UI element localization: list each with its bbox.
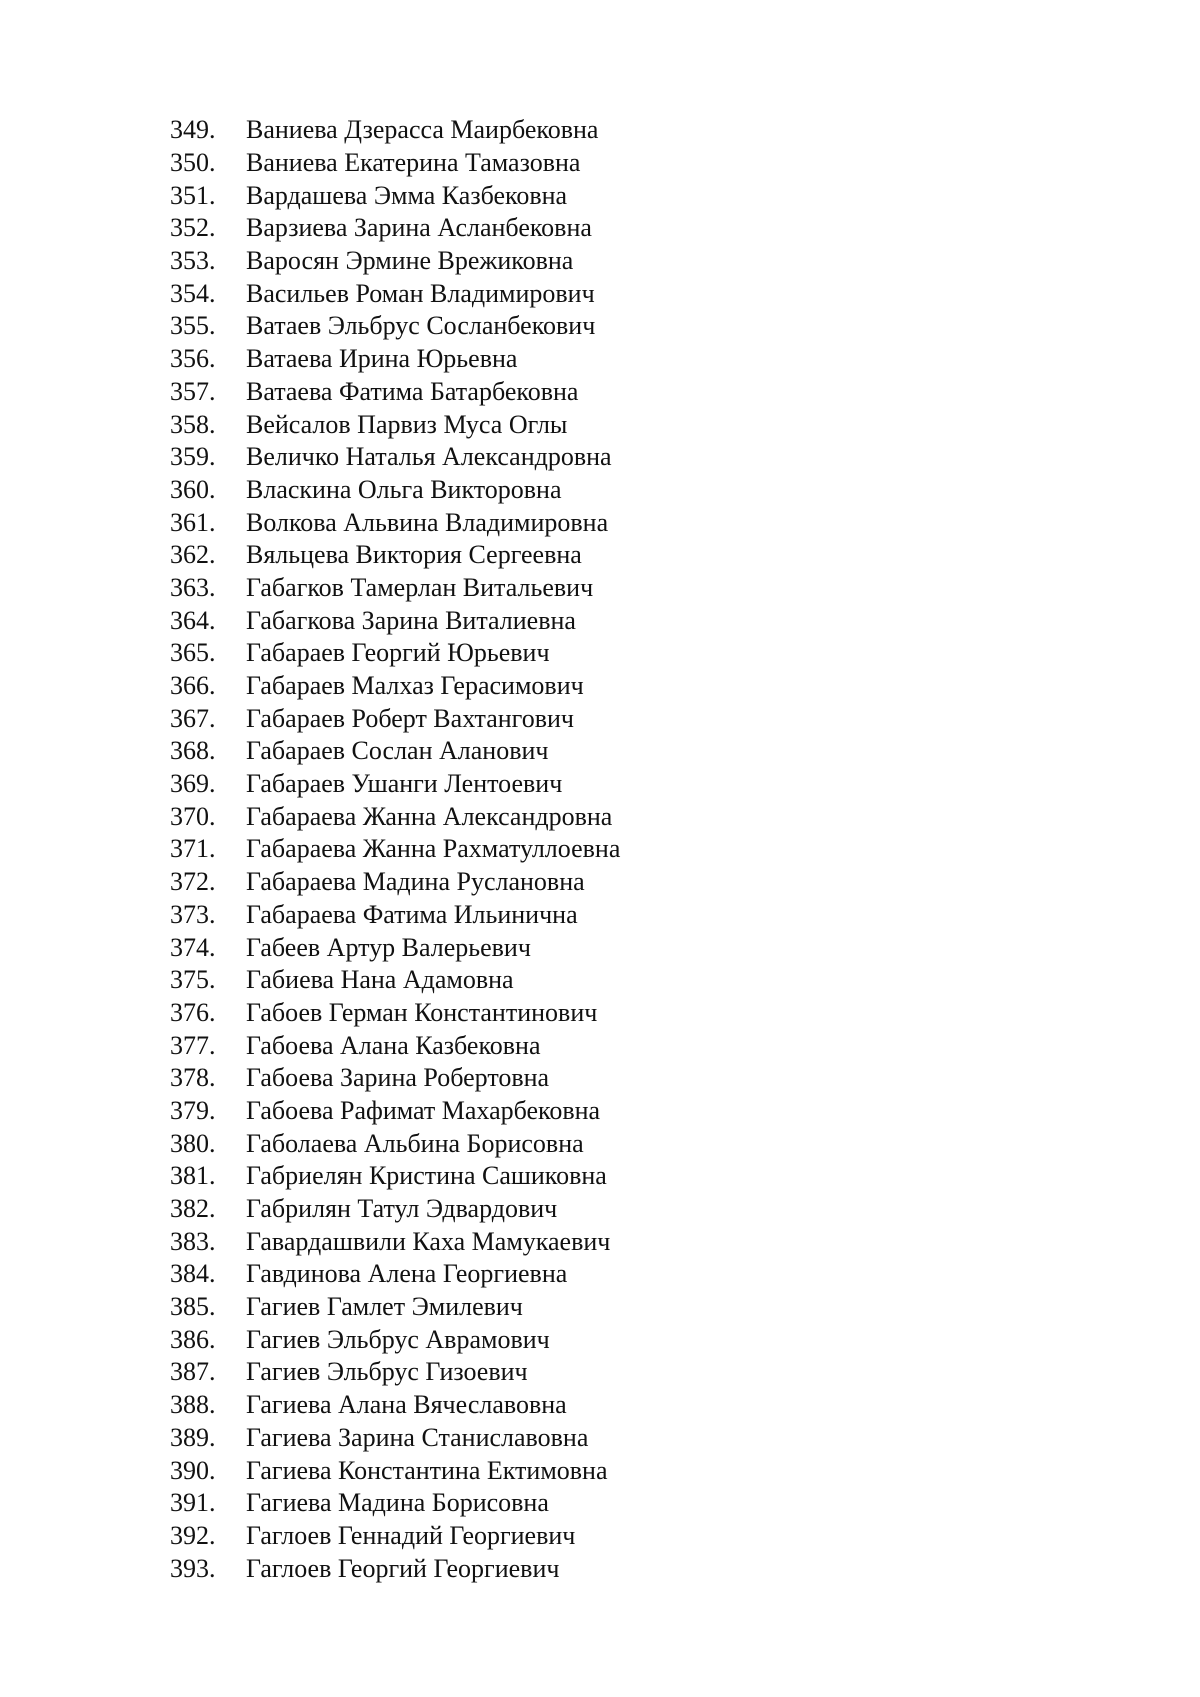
list-item — [170, 1127, 620, 1160]
item-number: 366. — [170, 671, 216, 701]
list-item — [170, 833, 620, 866]
item-number: 377. — [170, 1030, 216, 1060]
person-full-name: Вардашева Эмма Казбековна — [246, 180, 568, 210]
list-item — [170, 1291, 620, 1324]
item-number: 373. — [170, 899, 216, 929]
item-number: 371. — [170, 834, 216, 864]
list-item — [170, 964, 620, 997]
person-full-name: Гаглоев Геннадий Георгиевич — [246, 1520, 576, 1550]
person-full-name: Гагиев Эльбрус Гизоевич — [246, 1357, 528, 1387]
list-item — [170, 1225, 620, 1258]
list-item — [170, 1422, 620, 1455]
person-full-name: Гагиева Зарина Станиславовна — [246, 1422, 589, 1452]
person-full-name: Власкина Ольга Викторовна — [246, 474, 562, 504]
list-item — [170, 866, 620, 899]
list-item — [170, 1552, 620, 1585]
person-full-name: Гагиев Эльбрус Аврамович — [246, 1324, 550, 1354]
person-full-name: Габриелян Кристина Сашиковна — [246, 1161, 607, 1191]
item-number: 360. — [170, 474, 216, 504]
list-item — [170, 1487, 620, 1520]
person-full-name: Габолаева Альбина Борисовна — [246, 1128, 584, 1158]
person-full-name: Гавардашвили Каха Мамукаевич — [246, 1226, 611, 1256]
list-item — [170, 343, 620, 376]
list-item — [170, 310, 620, 343]
person-full-name: Гавдинова Алена Георгиевна — [246, 1259, 568, 1289]
list-item — [170, 670, 620, 703]
item-number: 356. — [170, 344, 216, 374]
person-full-name: Ваниева Дзерасса Маирбековна — [246, 115, 599, 145]
item-number: 388. — [170, 1390, 216, 1420]
person-full-name: Гагиева Мадина Борисовна — [246, 1488, 549, 1518]
list-item — [170, 408, 620, 441]
person-full-name: Васильев Роман Владимирович — [246, 278, 595, 308]
list-item — [170, 1356, 620, 1389]
list-item — [170, 474, 620, 507]
person-full-name: Габеев Артур Валерьевич — [246, 932, 531, 962]
item-number: 362. — [170, 540, 216, 570]
list-item — [170, 179, 620, 212]
item-number: 379. — [170, 1095, 216, 1125]
person-full-name: Гагиев Гамлет Эмилевич — [246, 1292, 523, 1322]
item-number: 393. — [170, 1553, 216, 1583]
list-item — [170, 1095, 620, 1128]
item-number: 355. — [170, 311, 216, 341]
list-item — [170, 539, 620, 572]
person-full-name: Вяльцева Виктория Сергеевна — [246, 540, 582, 570]
item-number: 389. — [170, 1422, 216, 1452]
item-number: 363. — [170, 572, 216, 602]
list-item — [170, 604, 620, 637]
list-item — [170, 1029, 620, 1062]
item-number: 354. — [170, 278, 216, 308]
item-number: 380. — [170, 1128, 216, 1158]
person-full-name: Ваниева Екатерина Тамазовна — [246, 148, 581, 178]
person-full-name: Габоева Зарина Робертовна — [246, 1063, 550, 1093]
person-full-name: Габараева Мадина Руслановна — [246, 867, 585, 897]
person-full-name: Варосян Эрмине Врежиковна — [246, 246, 574, 276]
item-number: 378. — [170, 1063, 216, 1093]
person-full-name: Габиева Нана Адамовна — [246, 965, 514, 995]
person-full-name: Габараева Жанна Рахматуллоевна — [246, 834, 621, 864]
list-item — [170, 1160, 620, 1193]
person-full-name: Варзиева Зарина Асланбековна — [246, 213, 592, 243]
list-item — [170, 1258, 620, 1291]
list-item — [170, 245, 620, 278]
person-full-name: Габоева Рафимат Махарбековна — [246, 1095, 601, 1125]
person-full-name: Габрилян Татул Эдвардович — [246, 1194, 558, 1224]
item-number: 386. — [170, 1324, 216, 1354]
item-number: 391. — [170, 1488, 216, 1518]
list-item — [170, 768, 620, 801]
list-item — [170, 1389, 620, 1422]
item-number: 368. — [170, 736, 216, 766]
list-item — [170, 572, 620, 605]
item-number: 361. — [170, 507, 216, 537]
item-number: 387. — [170, 1357, 216, 1387]
person-full-name: Гаглоев Георгий Георгиевич — [246, 1553, 560, 1583]
person-full-name: Гагиева Константина Ектимовна — [246, 1455, 608, 1485]
item-number: 382. — [170, 1194, 216, 1224]
person-full-name: Ватаева Ирина Юрьевна — [246, 344, 518, 374]
person-full-name: Габараев Малхаз Герасимович — [246, 671, 584, 701]
item-number: 357. — [170, 376, 216, 406]
person-full-name: Габараева Фатима Ильинична — [246, 899, 578, 929]
list-item — [170, 114, 620, 147]
person-full-name: Габоева Алана Казбековна — [246, 1030, 541, 1060]
person-full-name: Вейсалов Парвиз Муса Оглы — [246, 409, 568, 439]
item-number: 370. — [170, 801, 216, 831]
item-number: 374. — [170, 932, 216, 962]
list-item — [170, 212, 620, 245]
item-number: 359. — [170, 442, 216, 472]
item-number: 383. — [170, 1226, 216, 1256]
person-full-name: Габараев Георгий Юрьевич — [246, 638, 550, 668]
list-item — [170, 277, 620, 310]
list-item — [170, 931, 620, 964]
item-number: 376. — [170, 997, 216, 1027]
person-full-name: Величко Наталья Александровна — [246, 442, 612, 472]
list-item — [170, 1454, 620, 1487]
item-number: 351. — [170, 180, 216, 210]
list-item — [170, 147, 620, 180]
list-item — [170, 441, 620, 474]
person-full-name: Гагиева Алана Вячеславовна — [246, 1390, 567, 1420]
item-number: 349. — [170, 115, 216, 145]
item-number: 385. — [170, 1292, 216, 1322]
list-item — [170, 899, 620, 932]
item-number: 369. — [170, 769, 216, 799]
person-full-name: Габараев Сослан Аланович — [246, 736, 549, 766]
item-number: 390. — [170, 1455, 216, 1485]
item-number: 365. — [170, 638, 216, 668]
person-full-name: Габагкова Зарина Виталиевна — [246, 605, 576, 635]
item-number: 384. — [170, 1259, 216, 1289]
list-item — [170, 1520, 620, 1553]
item-number: 352. — [170, 213, 216, 243]
list-item — [170, 800, 620, 833]
person-full-name: Габараева Жанна Александровна — [246, 801, 613, 831]
item-number: 364. — [170, 605, 216, 635]
list-item — [170, 702, 620, 735]
list-item — [170, 997, 620, 1030]
person-full-name: Ватаева Фатима Батарбековна — [246, 376, 579, 406]
person-full-name: Волкова Альвина Владимировна — [246, 507, 609, 537]
list-item — [170, 506, 620, 539]
item-number: 350. — [170, 148, 216, 178]
list-item — [170, 735, 620, 768]
person-full-name: Габоев Герман Константинович — [246, 997, 598, 1027]
person-full-name: Габагков Тамерлан Витальевич — [246, 572, 594, 602]
item-number: 392. — [170, 1520, 216, 1550]
list-item — [170, 637, 620, 670]
item-number: 375. — [170, 965, 216, 995]
list-item — [170, 1193, 620, 1226]
item-number: 358. — [170, 409, 216, 439]
numbered-name-list — [170, 114, 620, 1585]
person-full-name: Ватаев Эльбрус Сосланбекович — [246, 311, 596, 341]
item-number: 353. — [170, 246, 216, 276]
item-number: 381. — [170, 1161, 216, 1191]
list-item — [170, 1323, 620, 1356]
list-item — [170, 376, 620, 409]
person-full-name: Габараев Ушанги Лентоевич — [246, 769, 563, 799]
item-number: 367. — [170, 703, 216, 733]
list-item — [170, 1062, 620, 1095]
person-full-name: Габараев Роберт Вахтангович — [246, 703, 574, 733]
item-number: 372. — [170, 867, 216, 897]
